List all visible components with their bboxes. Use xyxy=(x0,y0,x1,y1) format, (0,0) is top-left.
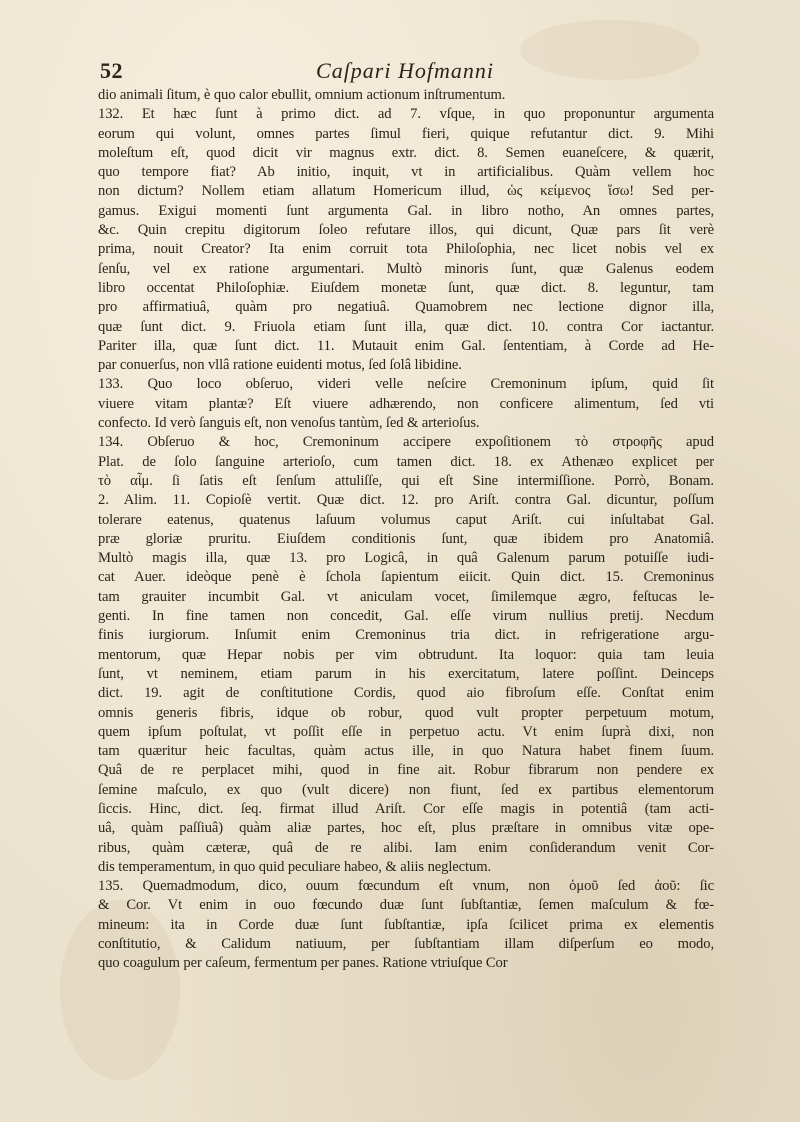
text-line: confecto. Id verò ſanguis eſt, non venoſus tantùm, ſed & arterioſus. xyxy=(98,415,480,432)
text-line: pro affirmatiuâ, quàm pro negatiuâ. Quamobrem nec lectione dignor illa, xyxy=(98,299,714,316)
text-line: quæ ſunt dict. 9. Friuola etiam ſunt illa, quæ dict. 10. contra Cor iactantur. xyxy=(98,318,714,335)
text-line: quo tempore fiat? Ab initio, inquit, vt in artificialibus. Quàm vellem hoc xyxy=(98,164,714,181)
text-line: libro occentat Philoſophiæ. Eiuſdem monetæ ſunt, quæ dict. 8. leguntur, tam xyxy=(98,279,714,296)
text-line: finis iurgiorum. Inſumit enim Cremoninus tria dict. in refrigeratione argu- xyxy=(98,627,714,644)
text-line: moleſtum eſt, quod dicit vir magnus extr. dict. 8. Semen euaneſcere, & quærit, xyxy=(98,144,714,161)
text-line: omnis generis fibris, idque ob robur, quod vult propter perpetuum motum, xyxy=(98,704,714,721)
text-line: 132. Et hæc ſunt à primo dict. ad 7. vſque, in quo proponuntur argumenta xyxy=(98,106,714,123)
text-line: tam quæritur heic facultas, quàm actus ille, in quo Natura habet finem ſuum. xyxy=(98,743,714,760)
text-line: Multò magis illa, quæ 13. pro Logicâ, in quâ Galenum parum potuiſſe iudi- xyxy=(98,550,714,567)
page-header xyxy=(100,58,710,86)
text-line: conſtitutio, & Calidum natiuum, per ſubſtantiam illam diſperſum eo modo, xyxy=(98,936,714,953)
body-text xyxy=(98,86,714,974)
page-number: 52 xyxy=(100,58,123,83)
text-line: tam grauiter incumbit Gal. vt aniculam vocet, ſimilemque ægro, feſtucas le- xyxy=(98,588,714,605)
text-line: 134. Obſeruo & hoc, Cremoninum accipere expoſitionem τὸ στροφῆς apud xyxy=(98,434,714,451)
text-line: prima, nouit Creator? Ita enim corruit tota Philoſophia, nec licet nobis vel ex xyxy=(98,241,714,258)
text-line: &c. Quin crepitu digitorum ſoleo refutare illos, qui dicunt, Quæ pars ſit verè xyxy=(98,222,714,239)
running-title: Caſpari Hofmanni xyxy=(316,58,494,83)
text-line: mineum: ita in Corde duæ ſunt ſubſtantiæ, ipſa ſcilicet prima ex elementis xyxy=(98,916,714,933)
text-line: quem ipſum poſtulat, vt poſſit eſſe in perpetuo actu. Vt enim ſuprà dixi, non xyxy=(98,723,714,740)
text-line: dis temperamentum, in quo quid peculiare habeo, & aliis neglectum. xyxy=(98,858,491,875)
text-line: ſiccis. Hinc, dict. ſeq. firmat illud Ariſt. Cor eſſe magis in potentiâ (tam acti- xyxy=(98,800,714,817)
text-line: 2. Alim. 11. Copioſè vertit. Quæ dict. 12. pro Ariſt. contra Gal. dicuntur, poſſum xyxy=(98,492,714,509)
text-line: quo coagulum per caſeum, fermentum per panes. Ratione vtriuſque Cor xyxy=(98,955,508,972)
text-line: gamus. Exigui momenti ſunt argumenta Gal. in libro notho, An omnes partes, xyxy=(98,202,714,219)
text-line: viuere vitam plantæ? Eſt viuere adhærendo, non conficere alimentum, ſed vti xyxy=(98,395,714,412)
text-line: ſemine maſculo, ex quo (vult dicere) non fiunt, ſed ex partibus elementorum xyxy=(98,781,714,798)
text-line: & Cor. Vt enim in ouo fœcundo duæ ſunt ſubſtantiæ, ſemen maſculum & fœ- xyxy=(98,897,714,914)
text-line: ſunt, vt neminem, etiam parum in his exercitatum, latere poſſint. Deinceps xyxy=(98,665,714,682)
text-line: ſenſu, vel ex ratione argumentari. Multò minoris ſunt, quæ Galenus eodem xyxy=(98,260,714,277)
text-line: dict. 19. agit de conſtitutione Cordis, quod aio fibroſum eſſe. Conſtat enim xyxy=(98,685,714,702)
text-line: cat Auer. ideòque penè è ſchola ſapientum eiicit. Quin dict. 15. Cremoninus xyxy=(98,569,714,586)
text-line: genti. In fine tamen non concedit, Gal. eſſe virum nullius pretij. Necdum xyxy=(98,608,714,625)
text-line: 135. Quemadmodum, dico, ouum fœcundum eſt vnum, non ὁμοῦ ſed ἀοῦ: ſic xyxy=(98,878,714,895)
text-line: præ gloriæ pruritu. Eiuſdem conditionis ſunt, quæ ibidem pro Anatomiâ. xyxy=(98,530,714,547)
text-line: ribus, quàm cæteræ, quâ de re alibi. Iam enim conſiderandum venit Cor- xyxy=(98,839,714,856)
text-line: uâ, quàm paſſiuâ) quàm aliæ partes, hoc eſt, plus præſtare in omnibus vitæ ope- xyxy=(98,820,714,837)
text-line: τὸ αἷμ. ſi ſatis eſt ſenſum attuliſſe, qui eſt Sine intermiſſione. Porrò, Bonam. xyxy=(98,472,714,489)
text-line: 133. Quo loco obſeruo, videri velle neſcire Cremoninum ipſum, quid ſit xyxy=(98,376,714,393)
text-line: mentorum, quæ Hepar nobis per vim obtrudunt. Ita loquor: quia tam leuia xyxy=(98,646,714,663)
text-line: Plat. de ſolo ſanguine arterioſo, cum tamen dict. 18. ex Athenæo explicet per xyxy=(98,453,714,470)
text-line: Pariter illa, quæ ſunt dict. 11. Mutauit enim Gal. ſententiam, à Corde ad He- xyxy=(98,337,714,354)
text-line: dio animali ſitum, è quo calor ebullit, omnium actionum inſtrumentum. xyxy=(98,87,506,103)
text-line: non dictum? Nollem etiam allatum Homericum illud, ὡς κείμενος ἵσω! Sed per- xyxy=(98,183,714,200)
text-line: eorum qui volunt, omnes partes ſimul fieri, quique refutantur dict. 9. Mihi xyxy=(98,125,714,142)
text-line: par conuerſus, non vllâ ratione euidenti motus, ſed ſolâ libidine. xyxy=(98,357,462,374)
text-line: Quâ de re perplacet mihi, quod in fine ait. Robur fibrarum non pendere ex xyxy=(98,762,714,779)
text-line: tolerare eatenus, quatenus laſuum volumus caput Ariſt. cui inſultabat Gal. xyxy=(98,511,714,528)
